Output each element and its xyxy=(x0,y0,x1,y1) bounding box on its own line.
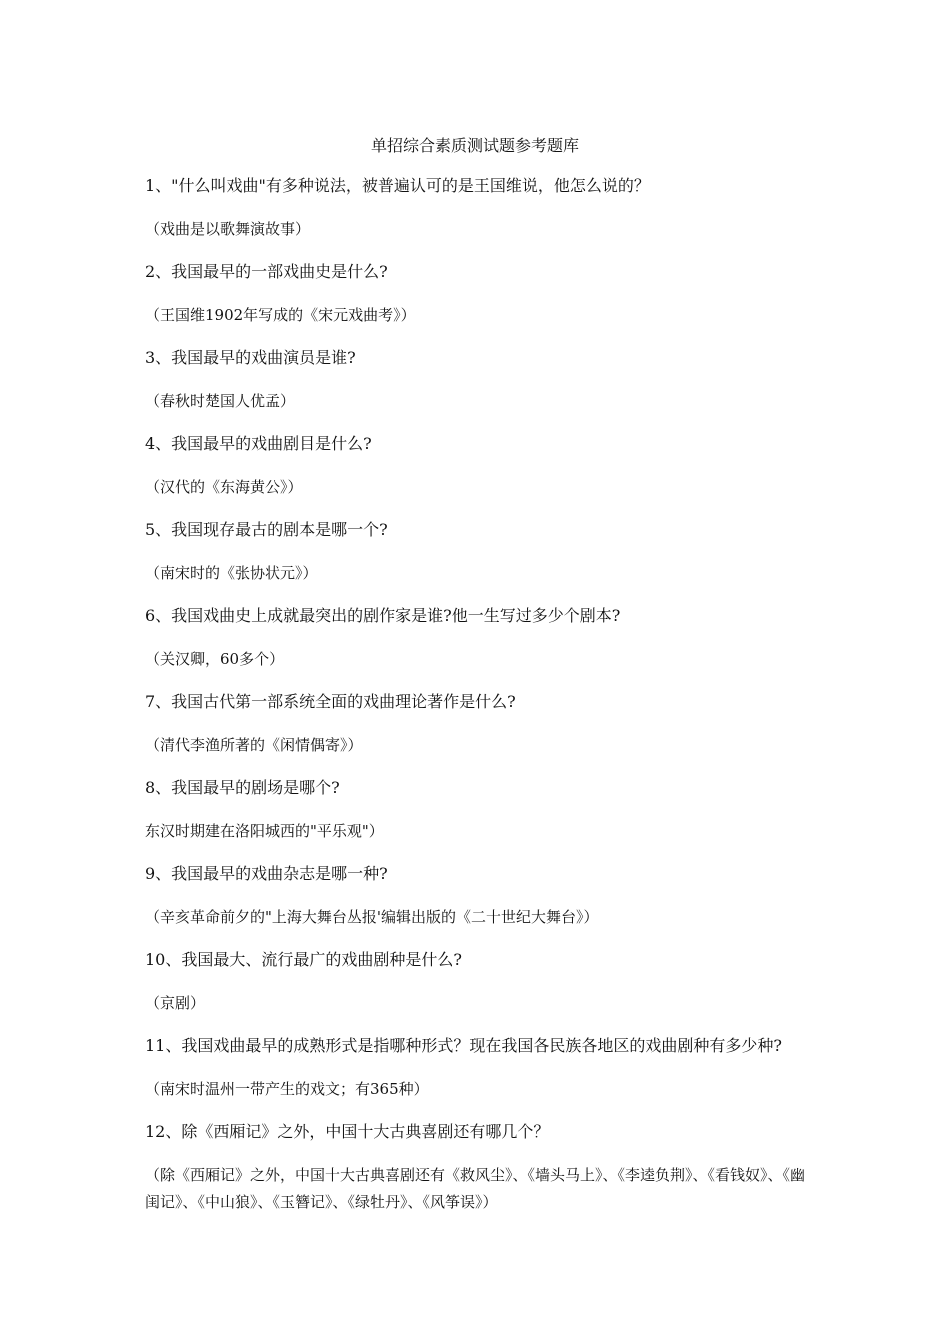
question: 4、我国最早的戏曲剧目是什么? xyxy=(145,434,372,453)
qa-item xyxy=(145,688,813,774)
answer: （王国维1902年写成的《宋元戏曲考》） xyxy=(145,306,416,324)
answer: （戏曲是以歌舞演故事） xyxy=(145,220,311,238)
answer: （京剧） xyxy=(145,994,206,1012)
answer: （辛亥革命前夕的"上海大舞台丛报'编辑出版的《二十世纪大舞台》） xyxy=(145,908,599,926)
qa-item xyxy=(145,516,813,602)
question: 9、我国最早的戏曲杂志是哪一种? xyxy=(145,864,388,883)
question: 6、我国戏曲史上成就最突出的剧作家是谁?他一生写过多少个剧本? xyxy=(145,606,621,625)
answer: （除《西厢记》之外，中国十大古典喜剧还有《救风尘》、《墙头马上》、《李逵负荆》、《看钱奴》、《幽闺记》、《中山狼》、《玉簪记》、《绿牡丹》、《风筝误》） xyxy=(145,1166,806,1211)
qa-item xyxy=(145,430,813,516)
answer: （春秋时楚国人优孟） xyxy=(145,392,296,410)
qa-item xyxy=(145,258,813,344)
qa-item xyxy=(145,774,813,860)
question: 1、"什么叫戏曲"有多种说法，被普遍认可的是王国维说，他怎么说的？ xyxy=(145,176,650,195)
answer: 东汉时期建在洛阳城西的"平乐观"） xyxy=(145,822,384,840)
question: 8、我国最早的剧场是哪个? xyxy=(145,778,340,797)
answer: （汉代的《东海黄公》） xyxy=(145,478,303,496)
document-title: 单招综合素质测试题参考题库 xyxy=(370,136,579,155)
answer: （关汉卿，60多个） xyxy=(145,650,285,668)
qa-item xyxy=(145,344,813,430)
qa-item xyxy=(145,860,813,946)
qa-item xyxy=(145,602,813,688)
question: 2、我国最早的一部戏曲史是什么? xyxy=(145,262,388,281)
answer: （清代李渔所著的《闲情偶寄》） xyxy=(145,736,363,754)
answer: （南宋时的《张协状元》） xyxy=(145,564,318,582)
qa-list xyxy=(145,172,813,1216)
question: 5、我国现存最古的剧本是哪一个? xyxy=(145,520,388,539)
qa-item xyxy=(145,946,813,1032)
question: 7、我国古代第一部系统全面的戏曲理论著作是什么? xyxy=(145,692,516,711)
question: 12、除《西厢记》之外，中国十大古典喜剧还有哪几个？ xyxy=(145,1122,550,1141)
question: 11、我国戏曲最早的成熟形式是指哪种形式？现在我国各民族各地区的戏曲剧种有多少种? xyxy=(145,1036,782,1055)
qa-item xyxy=(145,172,813,258)
question: 3、我国最早的戏曲演员是谁? xyxy=(145,348,356,367)
qa-item xyxy=(145,1032,813,1118)
answer: （南宋时温州一带产生的戏文；有365种） xyxy=(145,1080,429,1098)
qa-item xyxy=(145,1118,813,1216)
question: 10、我国最大、流行最广的戏曲剧种是什么? xyxy=(145,950,462,969)
